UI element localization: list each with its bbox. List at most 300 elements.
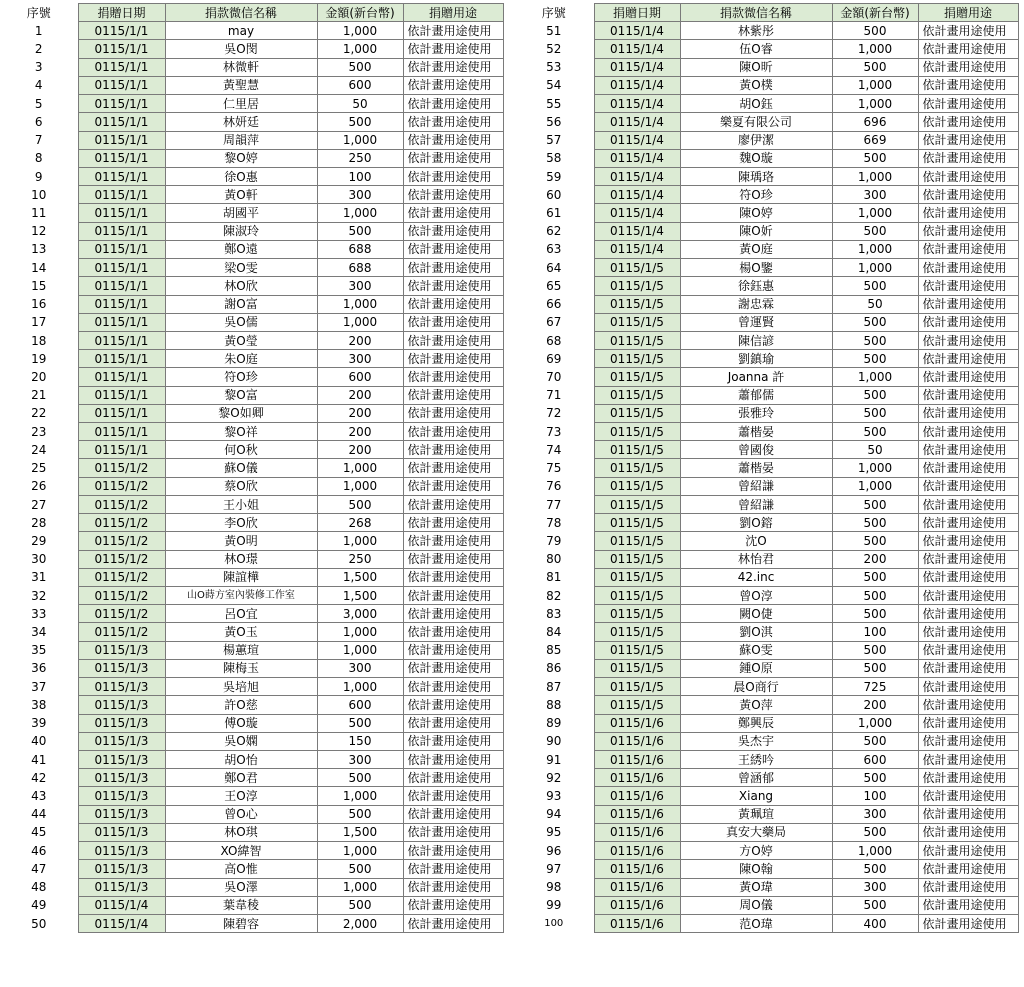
- cell-no: 71: [514, 386, 594, 404]
- cell-amount: 1,000: [317, 623, 403, 641]
- cell-no: 68: [514, 331, 594, 349]
- cell-name: 黃O庭: [680, 240, 832, 258]
- cell-no: 1: [0, 22, 78, 40]
- cell-name: 黎O婷: [165, 149, 317, 167]
- cell-date: 0115/1/2: [78, 605, 165, 623]
- table-row: [0, 550, 503, 568]
- cell-purpose: 依計畫用途使用: [918, 805, 1018, 823]
- cell-amount: 500: [832, 587, 918, 605]
- cell-purpose: 依計畫用途使用: [403, 896, 503, 914]
- cell-amount: 200: [317, 441, 403, 459]
- cell-no: 95: [514, 823, 594, 841]
- cell-purpose: 依計畫用途使用: [403, 131, 503, 149]
- table-row: [514, 386, 1018, 404]
- header-amount: 金額(新台幣): [832, 4, 918, 22]
- cell-date: 0115/1/5: [594, 295, 680, 313]
- cell-amount: 500: [832, 769, 918, 787]
- cell-amount: 200: [317, 331, 403, 349]
- cell-date: 0115/1/1: [78, 186, 165, 204]
- cell-amount: 1,000: [317, 313, 403, 331]
- cell-no: 28: [0, 514, 78, 532]
- cell-amount: 688: [317, 259, 403, 277]
- cell-purpose: 依計畫用途使用: [403, 167, 503, 185]
- cell-no: 70: [514, 368, 594, 386]
- cell-name: 陳O婷: [680, 204, 832, 222]
- cell-purpose: 依計畫用途使用: [403, 477, 503, 495]
- cell-purpose: 依計畫用途使用: [918, 350, 1018, 368]
- cell-amount: 1,000: [317, 204, 403, 222]
- cell-date: 0115/1/6: [594, 732, 680, 750]
- cell-name: 楊蕙瑄: [165, 641, 317, 659]
- cell-amount: 1,000: [832, 95, 918, 113]
- table-row: [0, 149, 503, 167]
- cell-amount: 2,000: [317, 914, 403, 932]
- cell-purpose: 依計畫用途使用: [403, 441, 503, 459]
- table-row: [0, 277, 503, 295]
- cell-name: 吳O閔: [165, 40, 317, 58]
- table-row: [514, 240, 1018, 258]
- table-row: [0, 40, 503, 58]
- cell-no: 19: [0, 350, 78, 368]
- table-row: [0, 167, 503, 185]
- cell-name: 黎O祥: [165, 423, 317, 441]
- cell-date: 0115/1/5: [594, 386, 680, 404]
- cell-no: 45: [0, 823, 78, 841]
- cell-name: 吳杰宇: [680, 732, 832, 750]
- table-row: [514, 659, 1018, 677]
- cell-date: 0115/1/1: [78, 222, 165, 240]
- cell-amount: 500: [832, 331, 918, 349]
- cell-purpose: 依計畫用途使用: [403, 240, 503, 258]
- cell-name: 曾國俊: [680, 441, 832, 459]
- cell-purpose: 依計畫用途使用: [918, 495, 1018, 513]
- table-row: [514, 732, 1018, 750]
- cell-purpose: 依計畫用途使用: [403, 678, 503, 696]
- table-row: [514, 823, 1018, 841]
- cell-purpose: 依計畫用途使用: [403, 40, 503, 58]
- cell-date: 0115/1/4: [594, 95, 680, 113]
- cell-purpose: 依計畫用途使用: [918, 678, 1018, 696]
- cell-no: 30: [0, 550, 78, 568]
- cell-amount: 500: [832, 495, 918, 513]
- cell-date: 0115/1/6: [594, 805, 680, 823]
- cell-no: 52: [514, 40, 594, 58]
- cell-name: 仁里居: [165, 95, 317, 113]
- cell-name: 林O璟: [165, 550, 317, 568]
- cell-amount: 1,000: [832, 842, 918, 860]
- cell-amount: 600: [832, 750, 918, 768]
- cell-date: 0115/1/1: [78, 441, 165, 459]
- cell-date: 0115/1/3: [78, 750, 165, 768]
- cell-name: 謝忠霖: [680, 295, 832, 313]
- cell-no: 85: [514, 641, 594, 659]
- cell-purpose: 依計畫用途使用: [918, 58, 1018, 76]
- header-row: [514, 4, 1018, 22]
- table-row: [0, 350, 503, 368]
- cell-date: 0115/1/5: [594, 423, 680, 441]
- cell-purpose: 依計畫用途使用: [918, 40, 1018, 58]
- cell-name: 黃珮瑄: [680, 805, 832, 823]
- cell-date: 0115/1/1: [78, 40, 165, 58]
- cell-no: 56: [514, 113, 594, 131]
- cell-amount: 600: [317, 368, 403, 386]
- cell-amount: 400: [832, 914, 918, 932]
- table-row: [514, 696, 1018, 714]
- cell-purpose: 依計畫用途使用: [403, 587, 503, 605]
- cell-name: 梁O雯: [165, 259, 317, 277]
- cell-amount: 1,000: [317, 641, 403, 659]
- cell-amount: 688: [317, 240, 403, 258]
- cell-date: 0115/1/1: [78, 58, 165, 76]
- cell-no: 10: [0, 186, 78, 204]
- cell-name: 吳培旭: [165, 678, 317, 696]
- cell-amount: 1,000: [832, 40, 918, 58]
- cell-date: 0115/1/1: [78, 131, 165, 149]
- cell-no: 17: [0, 313, 78, 331]
- cell-name: 沈O: [680, 532, 832, 550]
- cell-amount: 500: [832, 222, 918, 240]
- cell-no: 59: [514, 167, 594, 185]
- cell-amount: 100: [832, 623, 918, 641]
- cell-date: 0115/1/3: [78, 860, 165, 878]
- cell-name: 劉O鎔: [680, 514, 832, 532]
- cell-name: 林微軒: [165, 58, 317, 76]
- cell-no: 66: [514, 295, 594, 313]
- cell-date: 0115/1/5: [594, 459, 680, 477]
- cell-no: 33: [0, 605, 78, 623]
- table-row: [0, 131, 503, 149]
- cell-purpose: 依計畫用途使用: [918, 787, 1018, 805]
- cell-date: 0115/1/1: [78, 240, 165, 258]
- cell-date: 0115/1/4: [78, 896, 165, 914]
- table-row: [514, 641, 1018, 659]
- cell-purpose: 依計畫用途使用: [403, 914, 503, 932]
- cell-no: 35: [0, 641, 78, 659]
- table-row: [0, 769, 503, 787]
- cell-purpose: 依計畫用途使用: [918, 222, 1018, 240]
- cell-amount: 3,000: [317, 605, 403, 623]
- cell-date: 0115/1/3: [78, 805, 165, 823]
- cell-no: 44: [0, 805, 78, 823]
- table-row: [0, 441, 503, 459]
- cell-amount: 1,000: [832, 240, 918, 258]
- cell-date: 0115/1/4: [594, 149, 680, 167]
- cell-amount: 500: [832, 896, 918, 914]
- cell-amount: 500: [832, 605, 918, 623]
- cell-date: 0115/1/5: [594, 277, 680, 295]
- cell-date: 0115/1/5: [594, 641, 680, 659]
- cell-purpose: 依計畫用途使用: [918, 95, 1018, 113]
- cell-date: 0115/1/4: [594, 222, 680, 240]
- cell-purpose: 依計畫用途使用: [918, 641, 1018, 659]
- cell-date: 0115/1/4: [594, 58, 680, 76]
- cell-no: 69: [514, 350, 594, 368]
- cell-purpose: 依計畫用途使用: [918, 714, 1018, 732]
- cell-amount: 500: [832, 568, 918, 586]
- cell-date: 0115/1/3: [78, 714, 165, 732]
- cell-purpose: 依計畫用途使用: [918, 167, 1018, 185]
- cell-amount: 500: [832, 514, 918, 532]
- cell-name: 曾O心: [165, 805, 317, 823]
- table-row: [514, 40, 1018, 58]
- cell-no: 83: [514, 605, 594, 623]
- cell-purpose: 依計畫用途使用: [918, 878, 1018, 896]
- cell-amount: 1,000: [317, 842, 403, 860]
- cell-no: 49: [0, 896, 78, 914]
- table-row: [514, 368, 1018, 386]
- cell-purpose: 依計畫用途使用: [918, 477, 1018, 495]
- table-row: [0, 368, 503, 386]
- cell-name: 胡O怡: [165, 750, 317, 768]
- cell-date: 0115/1/3: [78, 641, 165, 659]
- cell-purpose: 依計畫用途使用: [403, 787, 503, 805]
- cell-name: 曾涵郁: [680, 769, 832, 787]
- cell-no: 48: [0, 878, 78, 896]
- cell-purpose: 依計畫用途使用: [918, 313, 1018, 331]
- cell-amount: 500: [832, 58, 918, 76]
- cell-no: 8: [0, 149, 78, 167]
- cell-date: 0115/1/5: [594, 514, 680, 532]
- cell-name: 李O欣: [165, 514, 317, 532]
- cell-date: 0115/1/4: [594, 40, 680, 58]
- cell-date: 0115/1/6: [594, 787, 680, 805]
- cell-name: 胡國平: [165, 204, 317, 222]
- cell-no: 27: [0, 495, 78, 513]
- cell-amount: 600: [317, 696, 403, 714]
- cell-no: 24: [0, 441, 78, 459]
- cell-amount: 500: [832, 22, 918, 40]
- cell-amount: 300: [317, 659, 403, 677]
- cell-date: 0115/1/4: [594, 113, 680, 131]
- cell-no: 88: [514, 696, 594, 714]
- cell-purpose: 依計畫用途使用: [403, 386, 503, 404]
- cell-no: 29: [0, 532, 78, 550]
- table-row: [514, 568, 1018, 586]
- cell-no: 79: [514, 532, 594, 550]
- cell-no: 89: [514, 714, 594, 732]
- cell-name: 林O琪: [165, 823, 317, 841]
- cell-purpose: 依計畫用途使用: [918, 532, 1018, 550]
- table-row: [0, 186, 503, 204]
- cell-name: 42.inc: [680, 568, 832, 586]
- cell-name: 許O慈: [165, 696, 317, 714]
- cell-amount: 500: [832, 659, 918, 677]
- cell-no: 92: [514, 769, 594, 787]
- cell-purpose: 依計畫用途使用: [403, 750, 503, 768]
- cell-date: 0115/1/6: [594, 823, 680, 841]
- cell-date: 0115/1/1: [78, 149, 165, 167]
- cell-no: 39: [0, 714, 78, 732]
- cell-date: 0115/1/1: [78, 113, 165, 131]
- cell-purpose: 依計畫用途使用: [403, 368, 503, 386]
- cell-purpose: 依計畫用途使用: [403, 22, 503, 40]
- table-row: [0, 878, 503, 896]
- cell-name: 陳誼樺: [165, 568, 317, 586]
- cell-amount: 500: [317, 222, 403, 240]
- cell-date: 0115/1/6: [594, 860, 680, 878]
- cell-name: 廖伊潔: [680, 131, 832, 149]
- cell-date: 0115/1/4: [594, 131, 680, 149]
- cell-name: 高O惟: [165, 860, 317, 878]
- cell-date: 0115/1/5: [594, 404, 680, 422]
- table-row: [514, 532, 1018, 550]
- cell-date: 0115/1/1: [78, 204, 165, 222]
- table-row: [514, 131, 1018, 149]
- cell-amount: 50: [832, 441, 918, 459]
- cell-date: 0115/1/5: [594, 587, 680, 605]
- cell-purpose: 依計畫用途使用: [918, 204, 1018, 222]
- cell-date: 0115/1/4: [594, 167, 680, 185]
- cell-name: 真安大藥局: [680, 823, 832, 841]
- table-row: [0, 204, 503, 222]
- cell-purpose: 依計畫用途使用: [403, 714, 503, 732]
- table-row: [514, 423, 1018, 441]
- cell-purpose: 依計畫用途使用: [918, 240, 1018, 258]
- cell-no: 36: [0, 659, 78, 677]
- table-row: [514, 331, 1018, 349]
- cell-date: 0115/1/4: [594, 186, 680, 204]
- cell-name: 陳淑玲: [165, 222, 317, 240]
- table-row: [0, 623, 503, 641]
- cell-amount: 500: [832, 732, 918, 750]
- cell-date: 0115/1/1: [78, 95, 165, 113]
- cell-purpose: 依計畫用途使用: [403, 95, 503, 113]
- cell-amount: 500: [832, 641, 918, 659]
- cell-purpose: 依計畫用途使用: [918, 386, 1018, 404]
- table-row: [0, 896, 503, 914]
- cell-date: 0115/1/4: [594, 22, 680, 40]
- cell-amount: 669: [832, 131, 918, 149]
- cell-name: Joanna 許: [680, 368, 832, 386]
- cell-amount: 500: [832, 823, 918, 841]
- cell-amount: 1,500: [317, 587, 403, 605]
- cell-no: 34: [0, 623, 78, 641]
- cell-name: 黃O樸: [680, 76, 832, 94]
- cell-name: 蘇O雯: [680, 641, 832, 659]
- cell-amount: 1,000: [317, 40, 403, 58]
- cell-date: 0115/1/1: [78, 331, 165, 349]
- cell-purpose: 依計畫用途使用: [918, 896, 1018, 914]
- cell-no: 14: [0, 259, 78, 277]
- cell-date: 0115/1/5: [594, 532, 680, 550]
- cell-name: 黃O萍: [680, 696, 832, 714]
- cell-no: 93: [514, 787, 594, 805]
- cell-purpose: 依計畫用途使用: [403, 204, 503, 222]
- cell-amount: 250: [317, 550, 403, 568]
- cell-name: 林O欣: [165, 277, 317, 295]
- cell-date: 0115/1/5: [594, 568, 680, 586]
- cell-name: 鍾O原: [680, 659, 832, 677]
- table-row: [0, 295, 503, 313]
- cell-purpose: 依計畫用途使用: [918, 568, 1018, 586]
- cell-date: 0115/1/1: [78, 404, 165, 422]
- cell-date: 0115/1/5: [594, 678, 680, 696]
- cell-date: 0115/1/5: [594, 659, 680, 677]
- cell-purpose: 依計畫用途使用: [403, 514, 503, 532]
- cell-amount: 300: [317, 186, 403, 204]
- cell-amount: 500: [317, 896, 403, 914]
- cell-no: 57: [514, 131, 594, 149]
- table-row: [514, 350, 1018, 368]
- table-row: [514, 95, 1018, 113]
- cell-purpose: 依計畫用途使用: [403, 222, 503, 240]
- cell-name: 王小姐: [165, 495, 317, 513]
- cell-amount: 500: [317, 113, 403, 131]
- table-row: [0, 259, 503, 277]
- cell-amount: 500: [832, 860, 918, 878]
- cell-purpose: 依計畫用途使用: [403, 58, 503, 76]
- cell-name: 魏O璇: [680, 149, 832, 167]
- table-row: [0, 860, 503, 878]
- cell-purpose: 依計畫用途使用: [918, 149, 1018, 167]
- cell-no: 62: [514, 222, 594, 240]
- cell-date: 0115/1/4: [594, 240, 680, 258]
- cell-purpose: 依計畫用途使用: [403, 769, 503, 787]
- cell-no: 37: [0, 678, 78, 696]
- table-row: [0, 95, 503, 113]
- header-amount: 金額(新台幣): [317, 4, 403, 22]
- cell-purpose: 依計畫用途使用: [918, 186, 1018, 204]
- cell-purpose: 依計畫用途使用: [918, 459, 1018, 477]
- cell-name: 吳O儒: [165, 313, 317, 331]
- cell-purpose: 依計畫用途使用: [403, 878, 503, 896]
- cell-name: 闕O倢: [680, 605, 832, 623]
- cell-date: 0115/1/6: [594, 896, 680, 914]
- cell-name: 何O秋: [165, 441, 317, 459]
- cell-name: 符O珍: [680, 186, 832, 204]
- table-row: [0, 568, 503, 586]
- cell-no: 82: [514, 587, 594, 605]
- cell-no: 16: [0, 295, 78, 313]
- table-row: [0, 313, 503, 331]
- cell-purpose: 依計畫用途使用: [403, 696, 503, 714]
- table-row: [514, 678, 1018, 696]
- cell-name: 林怡君: [680, 550, 832, 568]
- cell-name: 楊O鑒: [680, 259, 832, 277]
- cell-no: 18: [0, 331, 78, 349]
- cell-name: 樂夏有限公司: [680, 113, 832, 131]
- cell-date: 0115/1/3: [78, 787, 165, 805]
- cell-amount: 1,000: [317, 22, 403, 40]
- cell-name: 陳信諺: [680, 331, 832, 349]
- cell-name: 陳瑀珞: [680, 167, 832, 185]
- cell-date: 0115/1/2: [78, 477, 165, 495]
- cell-name: 黃O明: [165, 532, 317, 550]
- cell-date: 0115/1/5: [594, 605, 680, 623]
- cell-date: 0115/1/2: [78, 568, 165, 586]
- cell-amount: 1,000: [317, 131, 403, 149]
- cell-amount: 50: [317, 95, 403, 113]
- cell-name: 黃O瑋: [680, 878, 832, 896]
- cell-purpose: 依計畫用途使用: [403, 860, 503, 878]
- table-row: [0, 76, 503, 94]
- cell-name: 朱O庭: [165, 350, 317, 368]
- table-row: [0, 805, 503, 823]
- cell-no: 40: [0, 732, 78, 750]
- table-row: [0, 331, 503, 349]
- table-row: [0, 386, 503, 404]
- table-row: [0, 659, 503, 677]
- cell-no: 15: [0, 277, 78, 295]
- cell-no: 53: [514, 58, 594, 76]
- cell-name: 范O瑋: [680, 914, 832, 932]
- cell-name: 陳O翰: [680, 860, 832, 878]
- cell-purpose: 依計畫用途使用: [403, 404, 503, 422]
- cell-name: 傅O璇: [165, 714, 317, 732]
- cell-name: 蕭郁儒: [680, 386, 832, 404]
- cell-amount: 1,000: [832, 76, 918, 94]
- cell-date: 0115/1/1: [78, 259, 165, 277]
